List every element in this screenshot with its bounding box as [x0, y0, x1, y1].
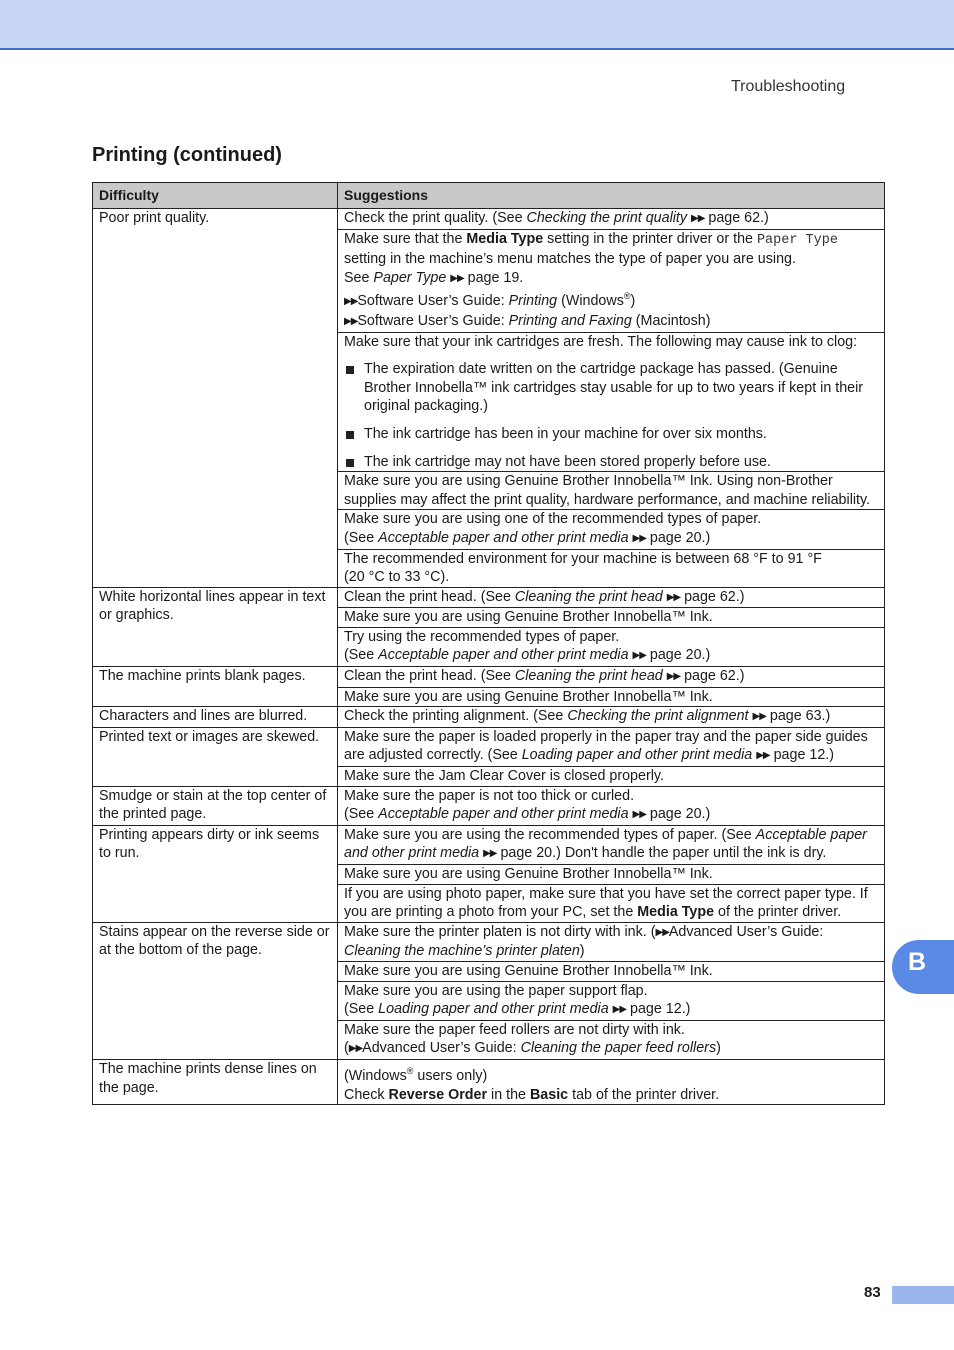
double-arrow-icon: ▶▶ [450, 272, 464, 284]
difficulty-cell: The machine prints blank pages. [93, 667, 338, 707]
suggestion-cell: Check the printing alignment. (See Checking the print alignment ▶▶ page 63.) [338, 707, 885, 728]
page-heading: Printing (continued) [92, 144, 282, 166]
table-row [93, 825, 885, 864]
suggestion-cell: Make sure you are using Genuine Brother Innobella™ Ink. [338, 687, 885, 707]
double-arrow-icon: ▶▶ [752, 711, 766, 723]
table-row [93, 1059, 885, 1104]
difficulty-column-header: Difficulty [93, 183, 338, 209]
difficulty-cell: Stains appear on the reverse side or at the bottom of the page. [93, 922, 338, 1059]
table-header-row [93, 183, 885, 209]
suggestion-cell: Make sure the printer platen is not dirty with ink. (▶▶Advanced User’s Guide: Cleaning the machine’s printer platen) [338, 922, 885, 961]
page-number: 83 [864, 1284, 881, 1301]
double-arrow-icon: ▶▶ [344, 296, 358, 308]
double-arrow-icon: ▶▶ [666, 671, 681, 683]
bullet-square-icon [346, 431, 354, 439]
suggestion-cell: Make sure you are using the recommended types of paper. (See Acceptable paper and other print media ▶▶ page 20.) Don't handle the paper until the ink is dry. [338, 825, 885, 864]
table-row [93, 786, 885, 825]
suggestion-cell: Make sure you are using one of the recommended types of paper. (See Acceptable paper and other print media ▶▶ page 20.) [338, 510, 885, 549]
double-arrow-icon: ▶▶ [612, 1004, 627, 1016]
bullet-item: The ink cartridge has been in your machine for over six months. [344, 425, 878, 444]
difficulty-cell: White horizontal lines appear in text or graphics. [93, 587, 338, 666]
bullet-item: The expiration date written on the cartridge package has passed. (Genuine Brother Innobella™ ink cartridges stay usable for up to two years if kept in their original packaging.) [344, 360, 878, 416]
suggestion-cell: Make sure you are using the paper support flap. (See Loading paper and other print media ▶▶ page 12.) [338, 981, 885, 1020]
suggestion-cell: Make sure you are using Genuine Brother Innobella™ Ink. Using non-Brother supplies may affect the print quality, hardware performance, and machine reliability. [338, 472, 885, 510]
troubleshooting-table [92, 182, 885, 1105]
difficulty-cell: Poor print quality. [93, 209, 338, 588]
suggestion-cell: Make sure the paper is not too thick or curled. (See Acceptable paper and other print media ▶▶ page 20.) [338, 786, 885, 825]
section-name: Troubleshooting [731, 78, 846, 95]
header-band [0, 0, 954, 50]
table-row [93, 707, 885, 728]
double-arrow-icon: ▶▶ [348, 1043, 363, 1055]
appendix-tab-letter: B [908, 948, 927, 976]
suggestion-cell: Make sure the paper is loaded properly in the paper tray and the paper side guides are adjusted correctly. (See Loading paper and other print media ▶▶ page 12.) [338, 727, 885, 766]
difficulty-cell: Printing appears dirty or ink seems to run. [93, 825, 338, 922]
suggestion-cell: The recommended environment for your machine is between 68 °F to 91 °F (20 °C to 33 °C). [338, 549, 885, 587]
double-arrow-icon: ▶▶ [632, 650, 646, 662]
table-row [93, 667, 885, 688]
suggestion-cell: Check the print quality. (See Checking the print quality ▶▶ page 62.) [338, 209, 885, 230]
bullet-item: The ink cartridge may not have been stored properly before use. [344, 453, 878, 472]
difficulty-cell: The machine prints dense lines on the page. [93, 1059, 338, 1104]
suggestion-cell: Clean the print head. (See Cleaning the print head ▶▶ page 62.) [338, 667, 885, 688]
double-arrow-icon: ▶▶ [666, 591, 681, 603]
double-arrow-icon: ▶▶ [632, 809, 646, 821]
suggestion-cell: Make sure the Jam Clear Cover is closed properly. [338, 767, 885, 787]
page-number-bar [892, 1286, 954, 1304]
bullet-square-icon [346, 459, 354, 467]
difficulty-cell: Characters and lines are blurred. [93, 707, 338, 728]
difficulty-cell: Smudge or stain at the top center of the printed page. [93, 786, 338, 825]
suggestion-cell: Make sure you are using Genuine Brother Innobella™ Ink. [338, 865, 885, 885]
double-arrow-icon: ▶▶ [691, 213, 705, 224]
suggestion-cell: Make sure that your ink cartridges are fresh. The following may cause ink to clog: The expiration date written on the cartridge package has passed. (Genuine Brother Innobella™ ink cartridges stay usable for up to two years if kept in their original packaging.) The ink cartridge has been in your machine for over six months. The ink cartridge may not have been stored properly before use. [338, 332, 885, 472]
suggestion-cell: Make sure the paper feed rollers are not dirty with ink. (▶▶Advanced User’s Guide: Cleaning the paper feed rollers) [338, 1020, 885, 1059]
difficulty-cell: Printed text or images are skewed. [93, 727, 338, 786]
double-arrow-icon: ▶▶ [655, 926, 669, 938]
double-arrow-icon: ▶▶ [483, 848, 497, 860]
table-row [93, 922, 885, 961]
bullet-square-icon [346, 366, 354, 374]
double-arrow-icon: ▶▶ [344, 315, 358, 327]
suggestion-cell: Make sure that the Media Type setting in the printer driver or the Paper Type setting in the machine’s menu matches the type of paper you are using. See Paper Type ▶▶ page 19. ▶▶Software User’s Guide: Printing (Windows®) ▶▶Software User’s Guide: Printing and Faxing (Macintosh) [338, 229, 885, 332]
suggestion-cell: Try using the recommended types of paper. (See Acceptable paper and other print media ▶▶ page 20.) [338, 627, 885, 666]
double-arrow-icon: ▶▶ [632, 532, 646, 544]
suggestion-cell: If you are using photo paper, make sure that you have set the correct paper type. If you are printing a photo from your PC, set the Media Type of the printer driver. [338, 884, 885, 922]
suggestion-cell: Clean the print head. (See Cleaning the print head ▶▶ page 62.) [338, 587, 885, 608]
suggestion-cell: Make sure you are using Genuine Brother Innobella™ Ink. [338, 608, 885, 628]
double-arrow-icon: ▶▶ [756, 750, 770, 762]
table-row [93, 209, 885, 230]
suggestion-cell: Make sure you are using Genuine Brother Innobella™ Ink. [338, 961, 885, 981]
suggestions-column-header: Suggestions [338, 183, 885, 209]
table-row [93, 587, 885, 608]
table-row [93, 727, 885, 766]
suggestion-cell: (Windows® users only) Check Reverse Order in the Basic tab of the printer driver. [338, 1059, 885, 1104]
